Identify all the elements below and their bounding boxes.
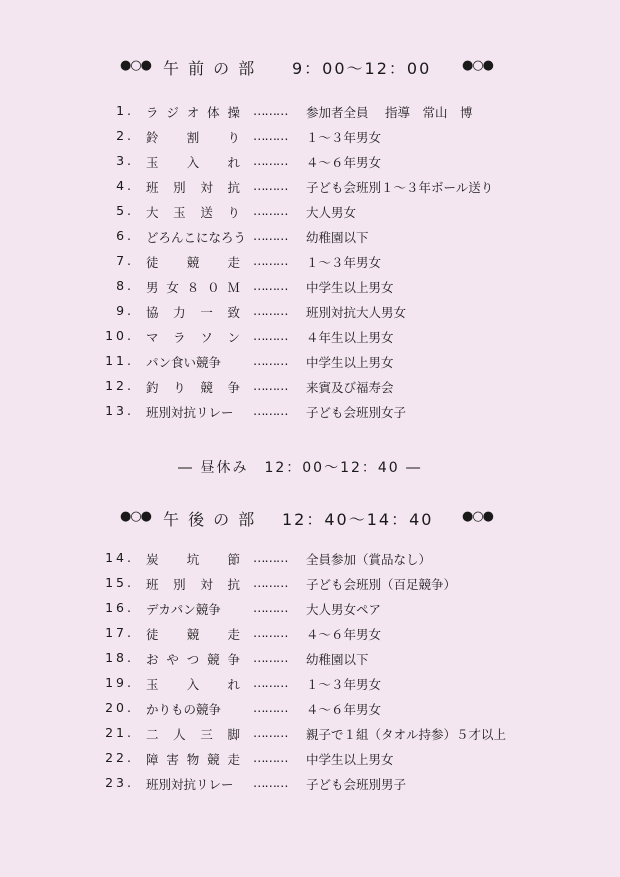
dot-leader: ……… <box>253 253 288 268</box>
event-name: 玉 入 れ <box>146 677 240 692</box>
event-number: 14. <box>105 550 134 565</box>
event-participants: 子ども会班別女子 <box>306 405 407 420</box>
event-row <box>0 400 620 425</box>
event-participants: 大人男女 <box>306 205 357 220</box>
event-row <box>0 622 620 647</box>
event-participants: 幼稚園以下 <box>306 652 369 667</box>
event-name: 班別対抗リレー <box>146 405 234 420</box>
event-name: デカパン競争 <box>146 602 221 617</box>
event-number: 7. <box>116 253 134 268</box>
event-participants: 中学生以上男女 <box>306 280 394 295</box>
event-row <box>0 747 620 772</box>
event-participants: 中学生以上男女 <box>306 752 394 767</box>
event-participants: 子ども会班別（百足競争） <box>306 577 457 592</box>
event-row <box>0 250 620 275</box>
morning-event-list <box>0 100 620 425</box>
event-name: 班別対抗リレー <box>146 777 234 792</box>
decorative-dots-left: ●○● <box>120 58 152 73</box>
event-number: 13. <box>105 403 134 418</box>
event-participants: ４～６年男女 <box>306 155 382 170</box>
event-name: どろんこになろう <box>146 230 247 245</box>
dot-leader: ……… <box>253 725 288 740</box>
event-participants: 幼稚園以下 <box>306 230 369 245</box>
event-row <box>0 225 620 250</box>
event-participants: 来賓及び福寿会 <box>306 380 394 395</box>
dot-leader: ……… <box>253 353 288 368</box>
dot-leader: ……… <box>253 103 288 118</box>
morning-time: 9：00～12：00 <box>292 59 432 78</box>
event-name: 炭 坑 節 <box>146 552 240 567</box>
event-name: パン食い競争 <box>146 355 222 370</box>
event-participants: 班別対抗大人男女 <box>306 305 407 320</box>
event-name: 徒 競 走 <box>146 255 240 270</box>
event-number: 4. <box>116 178 134 193</box>
event-row <box>0 375 620 400</box>
event-name: お や つ 競 争 <box>146 652 240 667</box>
event-number: 16. <box>105 600 134 615</box>
event-name: 協 力 一 致 <box>146 305 240 320</box>
event-number: 3. <box>116 153 134 168</box>
event-name: 男 女 ８ ０ Ｍ <box>146 280 240 295</box>
event-number: 2. <box>116 128 134 143</box>
event-row <box>0 597 620 622</box>
event-participants: ４年生以上男女 <box>306 330 394 345</box>
afternoon-time: 12：40～14：40 <box>282 510 434 529</box>
event-row <box>0 350 620 375</box>
event-participants: 子ども会班別男子 <box>306 777 407 792</box>
decorative-dots-left: ●○● <box>120 509 152 524</box>
event-row <box>0 722 620 747</box>
dot-leader: ……… <box>253 278 288 293</box>
event-name: マ ラ ソ ン <box>146 330 240 345</box>
event-row <box>0 647 620 672</box>
event-row <box>0 300 620 325</box>
lunch-break: ― 昼休み 12：00～12：40 ― <box>178 460 423 476</box>
event-name: かりもの競争 <box>146 702 222 717</box>
decorative-dots-right: ●○● <box>462 58 494 73</box>
dot-leader: ……… <box>253 203 288 218</box>
event-participants: 中学生以上男女 <box>306 355 394 370</box>
event-row <box>0 325 620 350</box>
dot-leader: ……… <box>253 775 288 790</box>
event-name: 釣 り 競 争 <box>146 380 240 395</box>
event-name: 玉 入 れ <box>146 155 240 170</box>
dot-leader: ……… <box>253 575 288 590</box>
event-row <box>0 175 620 200</box>
event-number: 1. <box>116 103 134 118</box>
event-number: 8. <box>116 278 134 293</box>
event-name: 鈴 割 り <box>146 130 240 145</box>
event-row <box>0 572 620 597</box>
event-row <box>0 200 620 225</box>
dot-leader: ……… <box>253 675 288 690</box>
event-name: 障 害 物 競 走 <box>146 752 240 767</box>
event-row <box>0 100 620 125</box>
event-number: 15. <box>105 575 134 590</box>
event-number: 18. <box>105 650 134 665</box>
event-participants: 全員参加（賞品なし） <box>306 552 432 567</box>
event-participants: ４～６年男女 <box>306 702 382 717</box>
event-name: 徒 競 走 <box>146 627 240 642</box>
dot-leader: ……… <box>253 128 288 143</box>
event-name: 二 人 三 脚 <box>146 727 240 742</box>
dot-leader: ……… <box>253 600 288 615</box>
event-participants: 子ども会班別１～３年ボール送り <box>306 180 494 195</box>
decorative-dots-right: ●○● <box>462 509 494 524</box>
dot-leader: ……… <box>253 228 288 243</box>
event-row <box>0 672 620 697</box>
event-row <box>0 547 620 572</box>
event-number: 5. <box>116 203 134 218</box>
event-participants: ４～６年男女 <box>306 627 382 642</box>
event-participants: 親子で１組（タオル持参）５才以上 <box>306 727 507 742</box>
afternoon-title: 午 後 の 部 <box>163 510 257 529</box>
dot-leader: ……… <box>253 700 288 715</box>
dot-leader: ……… <box>253 153 288 168</box>
event-row <box>0 697 620 722</box>
event-number: 20. <box>105 700 134 715</box>
dot-leader: ……… <box>253 403 288 418</box>
event-number: 22. <box>105 750 134 765</box>
event-participants: １～３年男女 <box>306 255 382 270</box>
event-row <box>0 150 620 175</box>
event-name: 大 玉 送 り <box>146 205 240 220</box>
event-number: 23. <box>105 775 134 790</box>
event-number: 17. <box>105 625 134 640</box>
event-row <box>0 275 620 300</box>
event-number: 11. <box>105 353 134 368</box>
dot-leader: ……… <box>253 303 288 318</box>
event-name: 班 別 対 抗 <box>146 577 240 592</box>
event-row <box>0 125 620 150</box>
dot-leader: ……… <box>253 178 288 193</box>
event-name: ラ ジ オ 体 操 <box>146 105 240 120</box>
dot-leader: ……… <box>253 650 288 665</box>
dot-leader: ……… <box>253 750 288 765</box>
event-number: 12. <box>105 378 134 393</box>
dot-leader: ……… <box>253 378 288 393</box>
morning-title: 午 前 の 部 <box>163 59 257 78</box>
dot-leader: ……… <box>253 550 288 565</box>
dot-leader: ……… <box>253 625 288 640</box>
event-number: 9. <box>116 303 134 318</box>
event-number: 6. <box>116 228 134 243</box>
event-participants: １～３年男女 <box>306 130 382 145</box>
event-participants: 参加者全員 指導 常山 博 <box>306 105 473 120</box>
event-name: 班 別 対 抗 <box>146 180 240 195</box>
afternoon-event-list <box>0 547 620 797</box>
event-participants: 大人男女ペア <box>306 602 382 617</box>
event-row <box>0 772 620 797</box>
event-number: 19. <box>105 675 134 690</box>
dot-leader: ……… <box>253 328 288 343</box>
event-participants: １～３年男女 <box>306 677 382 692</box>
event-number: 21. <box>105 725 134 740</box>
event-number: 10. <box>105 328 134 343</box>
